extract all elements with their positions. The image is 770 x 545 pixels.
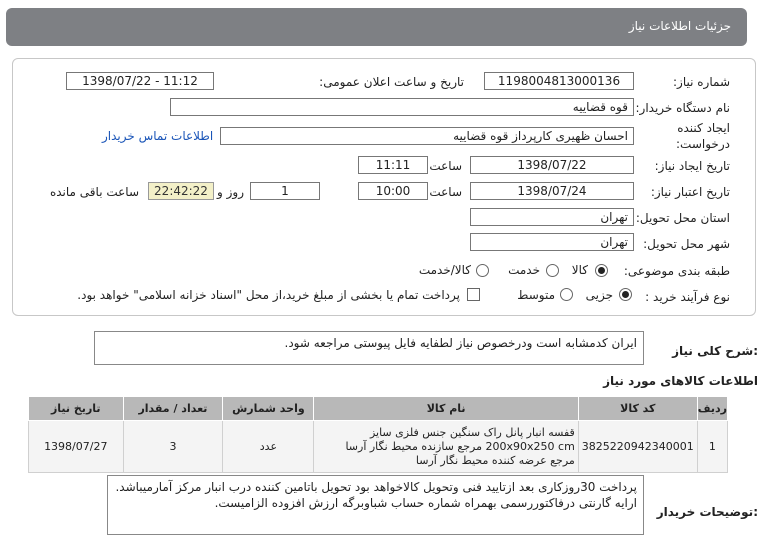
cell-unit: عدد [223,421,314,473]
process-radio-partial[interactable] [619,288,632,301]
created-date-field: 1398/07/22 [470,156,634,174]
page-title: جزئیات اطلاعات نیاز [628,19,731,33]
validity-time-label: ساعت [429,185,462,199]
cell-date: 1398/07/27 [29,421,124,473]
header-bar [6,8,747,46]
category-radio-goods-service[interactable] [476,264,489,277]
category-option-goods: کالا [571,263,588,277]
category-radio-goods[interactable] [595,264,608,277]
need-number-label: شماره نیاز: [673,75,730,89]
validity-time-field: 10:00 [358,182,428,200]
cell-name: قفسه انبار پانل راک سنگین جنس فلزی سایز 200x90x250 cm مرجع سازنده محیط نگار آرسا مرجع عرضه کننده محیط نگار آرسا [314,421,578,473]
buyer-notes-line-2: ارایه گارنتی درفاکتوررسمی بهمراه شماره حساب شباوبرگه ارزش افزوده الزامیست. [214,496,637,510]
buyer-notes-label: توضیحات خریدار: [656,505,758,519]
process-option-medium: متوسط [517,288,555,302]
table-row [29,421,728,473]
col-code: کد کالا [578,397,697,421]
process-radio-medium[interactable] [560,288,573,301]
validity-date-label: تاریخ اعتبار نیاز: [650,185,730,199]
cell-qty: 3 [123,421,223,473]
goods-section-title: اطلاعات کالاهای مورد نیاز [603,374,758,388]
city-field: تهران [470,233,634,251]
province-label: استان محل تحویل: [635,211,730,225]
remaining-time-field: 22:42:22 [148,182,214,200]
creator-label: ایجاد کننده [677,121,730,135]
col-unit: واحد شمارش [223,397,314,421]
col-date: تاریخ نیاز [29,397,124,421]
cell-row: 1 [697,421,727,473]
treasury-payment-checkbox[interactable] [467,288,480,301]
created-time-field: 11:11 [358,156,428,174]
created-time-label: ساعت [429,159,462,173]
buyer-org-field: قوه قضاییه [170,98,634,116]
goods-table [28,396,728,473]
need-number-field: 1198004813000136 [484,72,634,90]
remaining-label: ساعت باقی مانده [49,185,139,199]
category-option-service: خدمت [508,263,540,277]
summary-box: ایران کدمشابه است ودرخصوص نیاز لطفایه فایل پیوستی مراجعه شود. [94,331,644,365]
category-radio-service[interactable] [546,264,559,277]
category-option-goods-service: کالا/خدمت [418,263,471,277]
province-field: تهران [470,208,634,226]
buyer-contact-link[interactable]: اطلاعات تماس خریدار [102,129,214,143]
cell-code: 3825220942340001 [578,421,697,473]
buyer-notes-line-1: پرداخت 30روزکاری بعد ازتایید فنی وتحویل کالاخواهد بود تحویل باتامین کننده درب انبار مرکز آمارمیباشد. [115,480,637,494]
treasury-payment-note: پرداخت تمام یا بخشی از مبلغ خرید،از محل "اسناد خزانه اسلامی" خواهد بود. [77,288,460,302]
process-label: نوع فرآیند خرید : [645,290,730,304]
announce-date-field: 1398/07/22 - 11:12 [66,72,214,90]
col-row: ردیف [697,397,727,421]
col-qty: تعداد / مقدار [123,397,223,421]
creator-label-2: درخواست: [676,137,730,151]
created-date-label: تاریخ ایجاد نیاز: [654,159,730,173]
buyer-org-label: نام دستگاه خریدار: [635,101,730,115]
col-name: نام کالا [314,397,578,421]
validity-date-field: 1398/07/24 [470,182,634,200]
goods-table-header-row [29,397,728,421]
category-label: طبقه بندی موضوعی: [623,264,730,278]
days-field: 1 [250,182,320,200]
creator-field: احسان ظهیری کارپرداز قوه قضاییه [220,127,634,145]
buyer-notes-box [107,475,644,535]
days-label: روز و [217,185,244,199]
announce-date-label: تاریخ و ساعت اعلان عمومی: [319,75,464,89]
process-option-partial: جزیی [585,288,613,302]
summary-label: شرح کلی نیاز: [672,344,758,358]
city-label: شهر محل تحویل: [643,237,730,251]
